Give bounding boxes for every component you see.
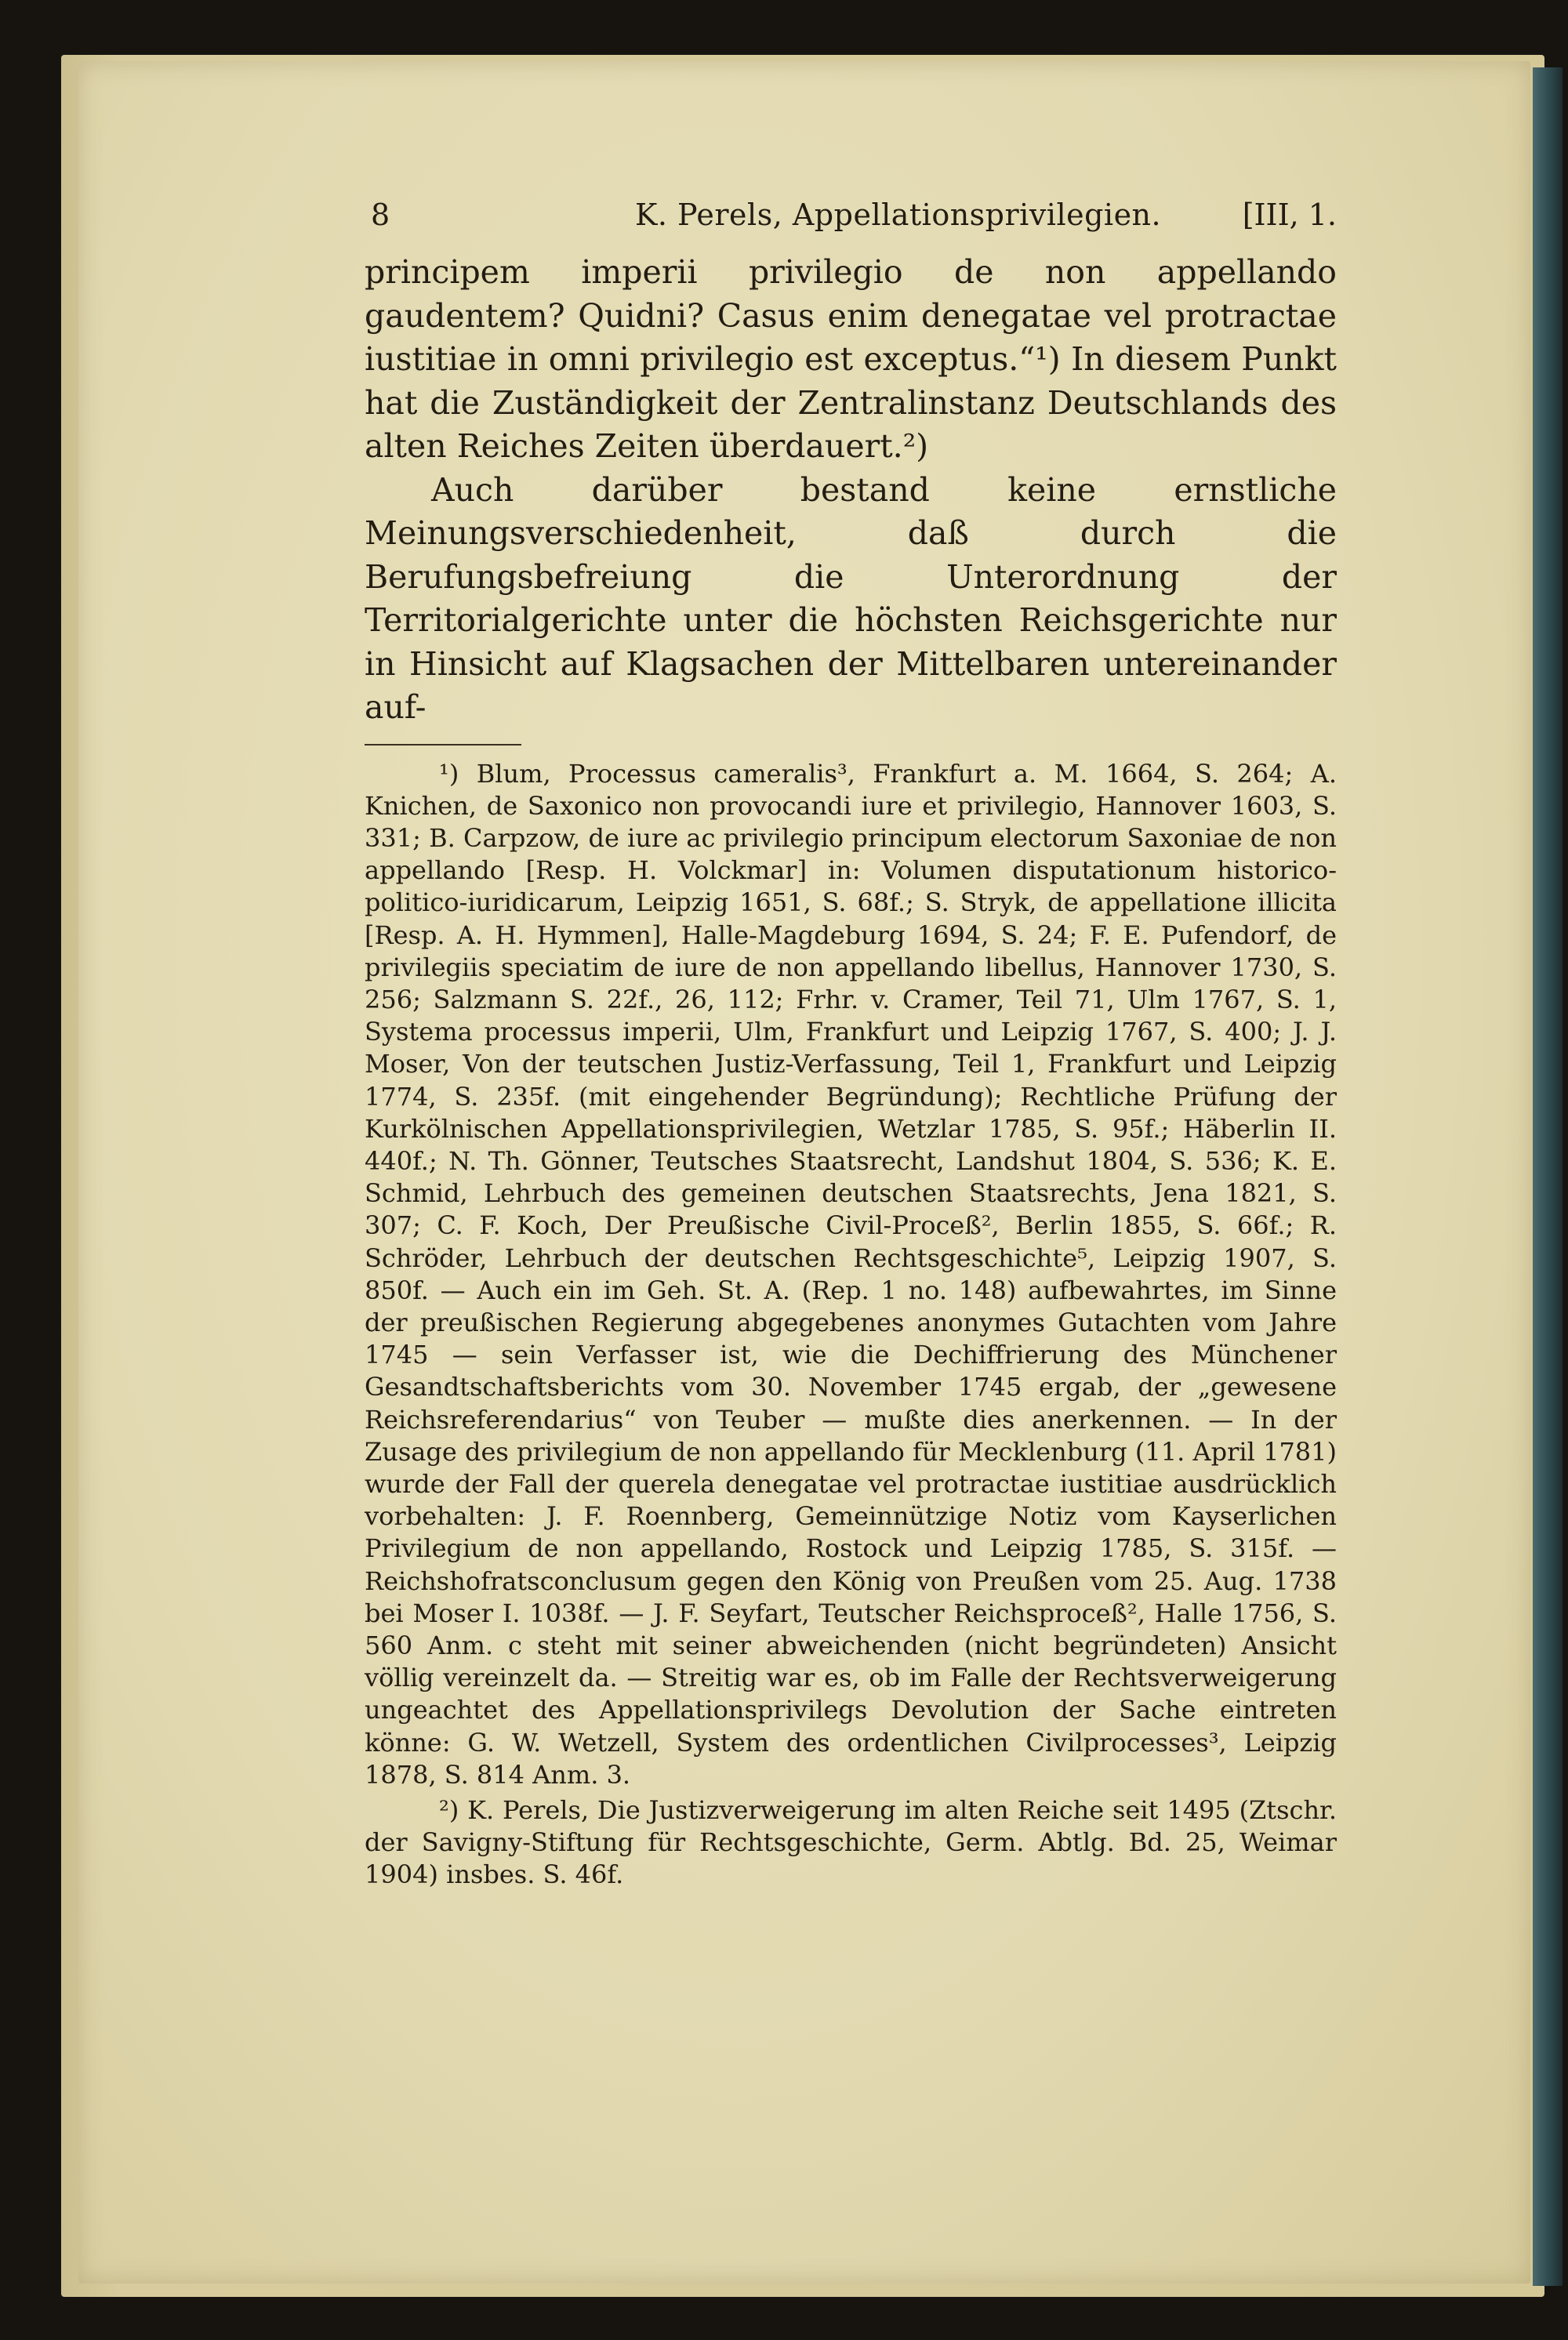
footnotes (365, 758, 1337, 1892)
page-number: 8 (371, 198, 390, 232)
main-text (365, 251, 1337, 730)
page-content (365, 196, 1337, 1892)
section-marker: [III, 1. (1242, 198, 1337, 232)
adjacent-page-edge (1533, 67, 1563, 2286)
paragraph-1: principem imperii privilegio de non appellando gaudentem? Quidni? Casus enim denegatae vel protractae iustitiae in omni privilegio est exceptus.“¹) In diesem Punkt hat die Zuständigkeit der Zentralinstanz Deutschlands des alten Reiches Zeiten überdauert.²) (365, 253, 1337, 465)
running-title: K. Perels, Appellationsprivilegien. (635, 198, 1162, 232)
paragraph-2: Auch darüber bestand keine ernstliche Meinungsverschiedenheit, daß durch die Berufungsbefreiung die Unterordnung der Territorialgerichte unter die höchsten Reichsgerichte nur in Hinsicht auf Klagsachen der Mittelbaren untereinander auf- (365, 470, 1337, 726)
footnote-2: ²) K. Perels, Die Justizverweigerung im alten Reiche seit 1495 (Ztschr. der Savigny-Stiftung für Rechtsgeschichte, Germ. Abtlg. Bd. 25, Weimar 1904) insbes. S. 46f. (365, 1795, 1337, 1890)
footnote-divider (365, 744, 521, 746)
running-head (365, 196, 1337, 243)
footnote-1: ¹) Blum, Processus cameralis³, Frankfurt a. M. 1664, S. 264; A. Knichen, de Saxonico non provocandi iure et privilegio, Hannover 1603, S. 331; B. Carpzow, de iure ac privilegio principum electorum Saxoniae de non appellando [Resp. H. Volckmar] in: Volumen disputationum historico-politico-iuridicarum, Leipzig 1651, S. 68f.; S. Stryk, de appellatione illicita [Resp. A. H. Hymmen], Halle-Magdeburg 1694, S. 24; F. E. Pufendorf, de privilegiis speciatim de iure de non appellando libellus, Hannover 1730, S. 256; Salzmann S. 22f., 26, 112; Frhr. v. Cramer, Teil 71, Ulm 1767, S. 1, Systema processus imperii, Ulm, Frankfurt und Leipzig 1767, S. 400; J. J. Moser, Von der teutschen Justiz-Verfassung, Teil 1, Frankfurt und Leipzig 1774, S. 235f. (mit eingehender Begründung); Rechtliche Prüfung der Kurkölnischen Appellationsprivilegien, Wetzlar 1785, S. 95f.; Häberlin II. 440f.; N. Th. Gönner, Teutsches Staatsrecht, Landshut 1804, S. 536; K. E. Schmid, Lehrbuch des gemeinen deutschen Staatsrechts, Jena 1821, S. 307; C. F. Koch, Der Preußische Civil-Proceß², Berlin 1855, S. 66f.; R. Schröder, Lehrbuch der deutschen Rechtsgeschichte⁵, Leipzig 1907, S. 850f. — Auch ein im Geh. St. A. (Rep. 1 no. 148) aufbewahrtes, im Sinne der preußischen Regierung abgegebenes anonymes Gutachten vom Jahre 1745 — sein Verfasser ist, wie die Dechiffrierung des Münchener Gesandtschaftsberichts vom 30. November 1745 ergab, der „gewesene Reichsreferendarius“ von Teuber — mußte dies anerkennen. — In der Zusage des privilegium de non appellando für Mecklenburg (11. April 1781) wurde der Fall der querela denegatae vel protractae iustitiae ausdrücklich vorbehalten: J. F. Roennberg, Gemeinnützige Notiz vom Kayserlichen Privilegium de non appellando, Rostock und Leipzig 1785, S. 315f. — Reichshofratsconclusum gegen den König von Preußen vom 25. Aug. 1738 bei Moser I. 1038f. — J. F. Seyfart, Teutscher Reichsproceß², Halle 1756, S. 560 Anm. c steht mit seiner abweichenden (nicht begründeten) Ansicht völlig vereinzelt da. — Streitig war es, ob im Falle der Rechtsverweigerung ungeachtet des Appellationsprivilegs Devolution der Sache eintreten könne: G. W. Wetzell, System des ordentlichen Civilprocesses³, Leipzig 1878, S. 814 Anm. 3. (365, 758, 1337, 1790)
